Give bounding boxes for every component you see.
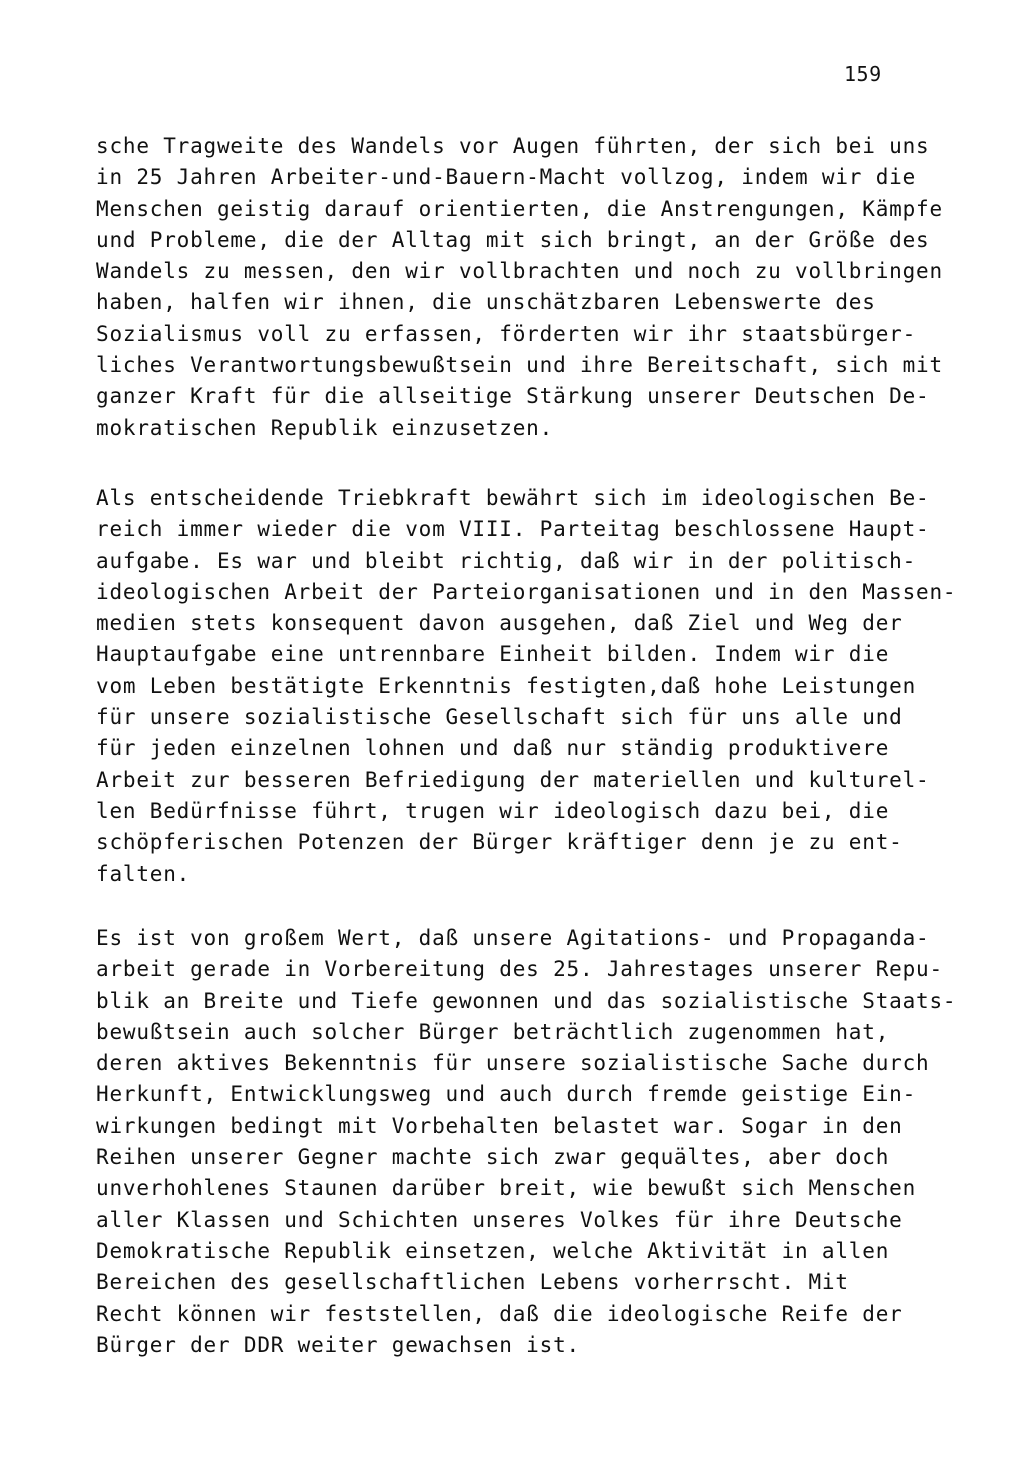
text-line: Sozialismus voll zu erfassen, förderten wir ihr staatsbürger- [96, 321, 917, 346]
text-line: Herkunft, Entwicklungsweg und auch durch fremde geistige Ein- [96, 1082, 917, 1107]
text-line: Es ist von großem Wert, daß unsere Agitations- und Propaganda- [96, 926, 930, 950]
paragraph-1 [96, 131, 943, 444]
paragraph-3 [96, 923, 956, 1361]
text-line: vom Leben bestätigte Erkenntnis festigten,daß hohe Leistungen [96, 673, 917, 698]
text-line: Reihen unserer Gegner machte sich zwar gequältes, aber doch [96, 1145, 890, 1170]
text-line: falten. [96, 861, 191, 886]
text-line: blik an Breite und Tiefe gewonnen und das sozialistische Staats- [96, 988, 957, 1013]
text-line: wirkungen bedingt mit Vorbehalten belastet war. Sogar in den [96, 1113, 903, 1138]
text-line: und Probleme, die der Alltag mit sich bringt, an der Größe des [96, 227, 930, 252]
text-line: ideologischen Arbeit der Parteiorganisationen und in den Massen- [96, 579, 957, 604]
text-line: Recht können wir feststellen, daß die ideologische Reife der [96, 1301, 903, 1326]
text-line: für unsere sozialistische Gesellschaft sich für uns alle und [96, 705, 903, 730]
text-line: Hauptaufgabe eine untrennbare Einheit bilden. Indem wir die [96, 642, 890, 667]
text-line: reich immer wieder die vom VIII. Parteitag beschlossene Haupt- [96, 517, 930, 542]
text-line: Menschen geistig darauf orientierten, die Anstrengungen, Kämpfe [96, 196, 943, 221]
text-line: deren aktives Bekenntnis für unsere sozialistische Sache durch [96, 1051, 930, 1076]
text-line: Bürger der DDR weiter gewachsen ist. [96, 1332, 580, 1357]
paragraph-2 [96, 483, 956, 890]
text-line: haben, halfen wir ihnen, die unschätzbaren Lebenswerte des [96, 290, 876, 315]
text-line: Als entscheidende Triebkraft bewährt sich im ideologischen Be- [96, 486, 930, 510]
text-line: aller Klassen und Schichten unseres Volkes für ihre Deutsche [96, 1207, 903, 1232]
text-line: Wandels zu messen, den wir vollbrachten und noch zu vollbringen [96, 259, 943, 284]
text-line: mokratischen Republik einzusetzen. [96, 415, 554, 440]
text-line: aufgabe. Es war und bleibt richtig, daß wir in der politisch- [96, 548, 917, 573]
text-line: bewußtsein auch solcher Bürger beträchtlich zugenommen hat, [96, 1019, 890, 1044]
text-line: len Bedürfnisse führt, trugen wir ideologisch dazu bei, die [96, 798, 890, 823]
text-line: für jeden einzelnen lohnen und daß nur ständig produktivere [96, 736, 890, 761]
page-number: 159 [844, 62, 882, 86]
text-line: sche Tragweite des Wandels vor Augen führten, der sich bei uns [96, 134, 930, 158]
text-line: unverhohlenes Staunen darüber breit, wie bewußt sich Menschen [96, 1176, 917, 1201]
text-line: Arbeit zur besseren Befriedigung der materiellen und kulturel- [96, 767, 930, 792]
text-line: arbeit gerade in Vorbereitung des 25. Jahrestages unserer Repu- [96, 957, 943, 982]
text-line: in 25 Jahren Arbeiter-und-Bauern-Macht vollzog, indem wir die [96, 165, 917, 190]
text-line: Demokratische Republik einsetzen, welche Aktivität in allen [96, 1238, 890, 1263]
text-line: liches Verantwortungsbewußtsein und ihre Bereitschaft, sich mit [96, 353, 943, 378]
text-line: schöpferischen Potenzen der Bürger kräftiger denn je zu ent- [96, 830, 903, 855]
text-line: Bereichen des gesellschaftlichen Lebens vorherrscht. Mit [96, 1270, 849, 1295]
text-line: medien stets konsequent davon ausgehen, daß Ziel und Weg der [96, 611, 903, 636]
text-line: ganzer Kraft für die allseitige Stärkung unserer Deutschen De- [96, 384, 930, 409]
